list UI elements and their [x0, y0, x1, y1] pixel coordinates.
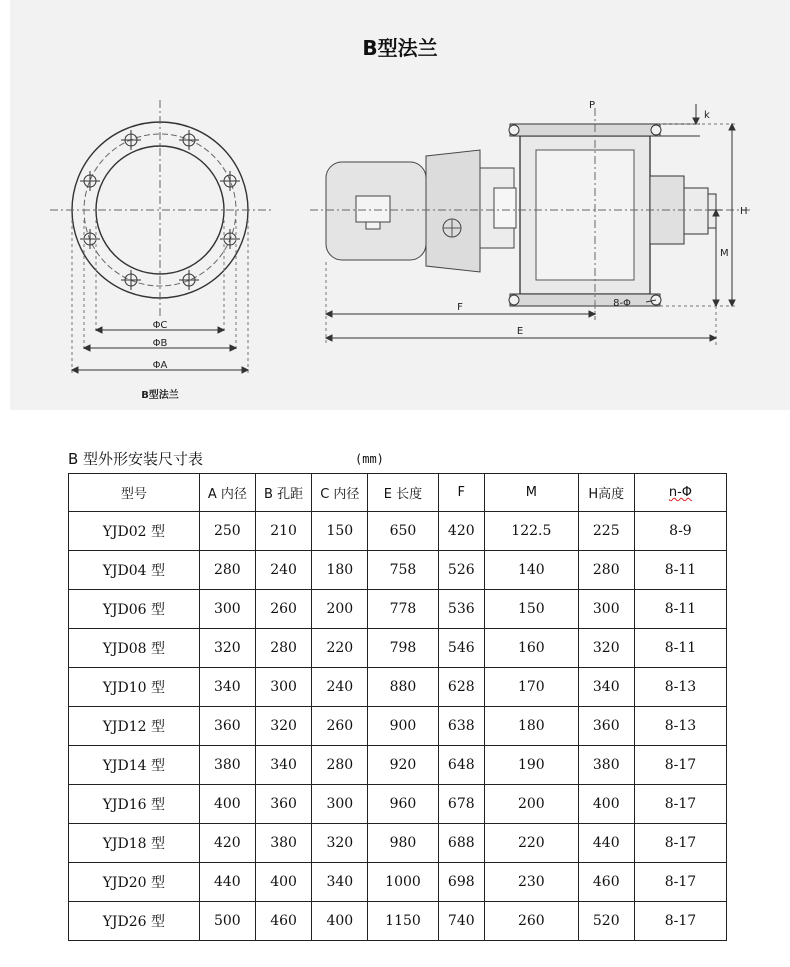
cell-m: 260 [485, 902, 579, 941]
cell-a: 320 [199, 629, 255, 668]
cell-n-phi: 8-11 [634, 551, 726, 590]
cell-f: 628 [438, 668, 485, 707]
table-row [69, 746, 727, 785]
cell-c: 400 [312, 902, 368, 941]
cell-model: YJD08 型 [69, 629, 200, 668]
cell-h: 400 [578, 785, 634, 824]
cell-m: 140 [485, 551, 579, 590]
cell-a: 400 [199, 785, 255, 824]
cell-model: YJD26 型 [69, 902, 200, 941]
cell-c: 300 [312, 785, 368, 824]
table-row [69, 629, 727, 668]
cell-e: 960 [368, 785, 438, 824]
terminal-box [356, 196, 390, 222]
table-unit: (mm) [355, 452, 384, 466]
col-header-b: B 孔距 [255, 474, 311, 512]
cell-h: 340 [578, 668, 634, 707]
cell-f: 688 [438, 824, 485, 863]
cell-f: 526 [438, 551, 485, 590]
cell-m: 200 [485, 785, 579, 824]
cell-a: 380 [199, 746, 255, 785]
cell-m: 180 [485, 707, 579, 746]
cell-n-phi: 8-11 [634, 629, 726, 668]
col-header-m: M [485, 474, 579, 512]
cell-f: 638 [438, 707, 485, 746]
technical-drawing-panel [10, 0, 790, 410]
cell-b: 380 [255, 824, 311, 863]
phi-c-label: ΦC [152, 320, 168, 331]
f-label: F [457, 302, 463, 313]
cell-model: YJD14 型 [69, 746, 200, 785]
cell-m: 150 [485, 590, 579, 629]
cell-b: 240 [255, 551, 311, 590]
cell-h: 440 [578, 824, 634, 863]
cell-h: 460 [578, 863, 634, 902]
cell-a: 250 [199, 512, 255, 551]
cell-model: YJD20 型 [69, 863, 200, 902]
table-row [69, 824, 727, 863]
cell-b: 400 [255, 863, 311, 902]
cell-model: YJD02 型 [69, 512, 200, 551]
cell-a: 360 [199, 707, 255, 746]
flange-caption: B型法兰 [141, 390, 179, 401]
table-row [69, 785, 727, 824]
table-header-row [69, 474, 727, 512]
cell-e: 650 [368, 512, 438, 551]
cell-e: 980 [368, 824, 438, 863]
cell-h: 380 [578, 746, 634, 785]
cell-f: 678 [438, 785, 485, 824]
cell-n-phi: 8-17 [634, 746, 726, 785]
cell-b: 280 [255, 629, 311, 668]
cell-c: 260 [312, 707, 368, 746]
cell-e: 880 [368, 668, 438, 707]
cell-b: 210 [255, 512, 311, 551]
cell-b: 340 [255, 746, 311, 785]
cell-e: 900 [368, 707, 438, 746]
cell-a: 300 [199, 590, 255, 629]
cell-h: 225 [578, 512, 634, 551]
cell-c: 200 [312, 590, 368, 629]
cell-m: 220 [485, 824, 579, 863]
cell-a: 420 [199, 824, 255, 863]
cell-m: 122.5 [485, 512, 579, 551]
cell-h: 300 [578, 590, 634, 629]
e-label: E [516, 326, 524, 337]
cell-n-phi: 8-9 [634, 512, 726, 551]
table-row [69, 668, 727, 707]
cell-f: 536 [438, 590, 485, 629]
col-header-f: F [438, 474, 485, 512]
top-flange [510, 124, 660, 136]
cell-m: 160 [485, 629, 579, 668]
table-row [69, 512, 727, 551]
cell-n-phi: 8-13 [634, 707, 726, 746]
cell-f: 546 [438, 629, 485, 668]
table-row [69, 902, 727, 941]
cell-a: 500 [199, 902, 255, 941]
cell-m: 230 [485, 863, 579, 902]
cell-model: YJD06 型 [69, 590, 200, 629]
m-label: M [720, 248, 729, 259]
cell-h: 520 [578, 902, 634, 941]
technical-drawing [10, 0, 790, 410]
cell-h: 320 [578, 629, 634, 668]
col-header-e: E 长度 [368, 474, 438, 512]
bottom-flange [510, 294, 660, 306]
phi-b-label: ΦB [152, 338, 168, 349]
p-label: P [588, 100, 596, 111]
dimension-table [68, 473, 727, 941]
k-label: k [704, 110, 710, 121]
holes-label: 8-Φ [613, 298, 631, 309]
gearbox [426, 150, 480, 272]
cell-n-phi: 8-13 [634, 668, 726, 707]
cell-n-phi: 8-17 [634, 902, 726, 941]
cell-e: 778 [368, 590, 438, 629]
cell-a: 280 [199, 551, 255, 590]
cell-n-phi: 8-11 [634, 590, 726, 629]
cell-f: 698 [438, 863, 485, 902]
col-header-n-phi [634, 474, 726, 512]
cell-c: 340 [312, 863, 368, 902]
cell-model: YJD04 型 [69, 551, 200, 590]
cell-m: 170 [485, 668, 579, 707]
cell-model: YJD18 型 [69, 824, 200, 863]
cell-e: 1000 [368, 863, 438, 902]
table-row [69, 707, 727, 746]
cell-c: 150 [312, 512, 368, 551]
cell-c: 240 [312, 668, 368, 707]
cell-n-phi: 8-17 [634, 824, 726, 863]
cell-c: 220 [312, 629, 368, 668]
table-row [69, 551, 727, 590]
col-header-a: A 内径 [199, 474, 255, 512]
cell-a: 440 [199, 863, 255, 902]
cell-b: 260 [255, 590, 311, 629]
cell-e: 798 [368, 629, 438, 668]
cell-b: 320 [255, 707, 311, 746]
cell-model: YJD12 型 [69, 707, 200, 746]
h-label: H [740, 206, 748, 217]
cell-h: 360 [578, 707, 634, 746]
drawing-title: B型法兰 [362, 36, 438, 60]
cell-f: 740 [438, 902, 485, 941]
col-header-c: C 内径 [312, 474, 368, 512]
cell-a: 340 [199, 668, 255, 707]
cell-c: 320 [312, 824, 368, 863]
col-header-h: H高度 [578, 474, 634, 512]
cell-b: 460 [255, 902, 311, 941]
cell-b: 300 [255, 668, 311, 707]
table-row [69, 590, 727, 629]
col-header-model: 型号 [69, 474, 200, 512]
valve-side-view [310, 108, 750, 320]
n-phi-text: n-Φ [668, 485, 693, 500]
cell-h: 280 [578, 551, 634, 590]
cell-c: 280 [312, 746, 368, 785]
phi-a-label: ΦA [152, 360, 168, 371]
table-caption: B 型外形安装尺寸表 [68, 450, 204, 468]
cell-n-phi: 8-17 [634, 785, 726, 824]
table-body [69, 512, 727, 941]
cell-b: 360 [255, 785, 311, 824]
cell-e: 1150 [368, 902, 438, 941]
cell-e: 920 [368, 746, 438, 785]
cell-model: YJD10 型 [69, 668, 200, 707]
flange-front-view [50, 100, 272, 374]
cell-model: YJD16 型 [69, 785, 200, 824]
cell-n-phi: 8-17 [634, 863, 726, 902]
cell-m: 190 [485, 746, 579, 785]
cell-c: 180 [312, 551, 368, 590]
table-row [69, 863, 727, 902]
cell-e: 758 [368, 551, 438, 590]
cell-f: 420 [438, 512, 485, 551]
cell-f: 648 [438, 746, 485, 785]
